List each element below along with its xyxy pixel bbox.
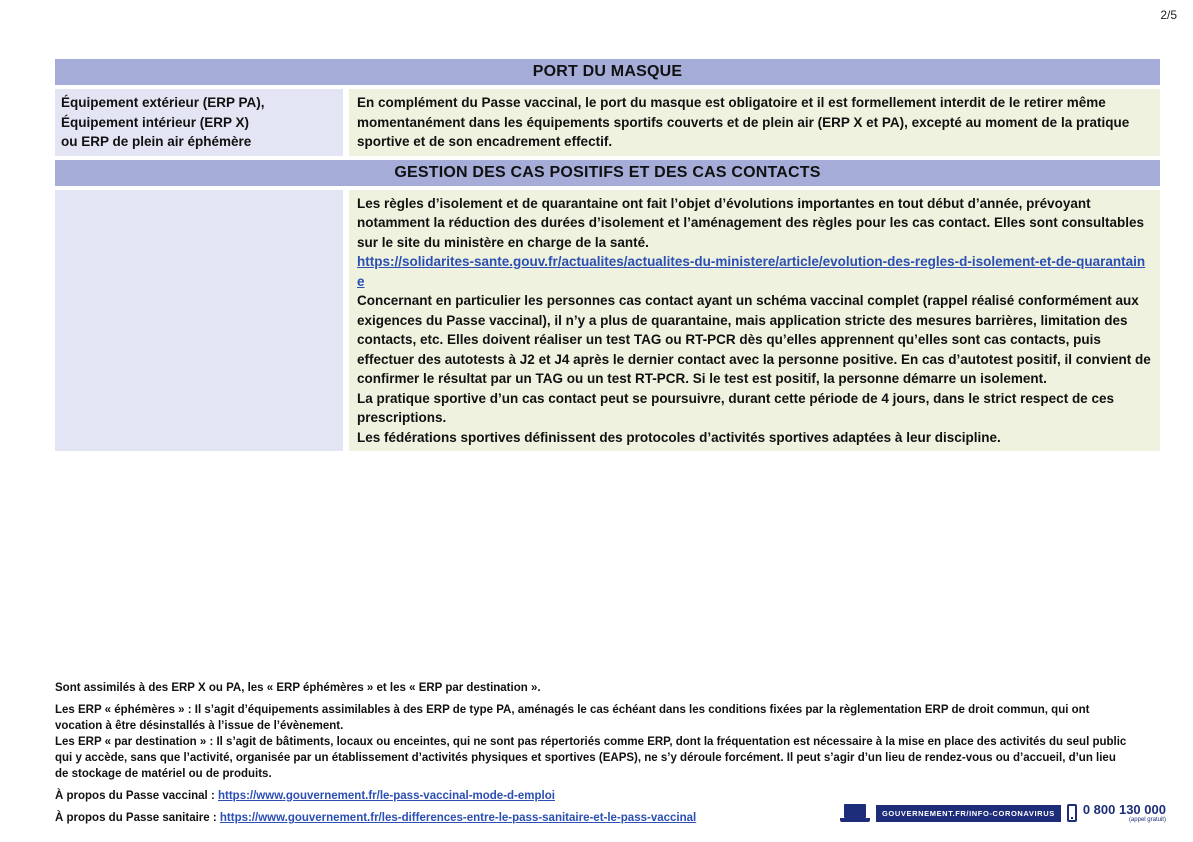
content-paragraph: La pratique sportive d’un cas contact peut se poursuivre, durant cette période de 4 jours, dans le strict respect de ces prescriptions.: [357, 390, 1114, 425]
footnote: Les ERP « éphémères » : Il s’agit d’équipements assimilables à des ERP de type PA, aménagés le cas échéant dans les conditions fixées par la règlementation ERP de droit commun, qui ont vocation à être désinstallés à l’issue de l’évènement.: [55, 704, 1090, 732]
passe-vaccinal-label: À propos du Passe vaccinal :: [55, 790, 218, 802]
content-paragraph: Concernant en particulier les personnes cas contact ayant un schéma vaccinal complet (rappel réalisé conformément aux exigences du Passe vaccinal), il n’y a plus de quarantaine, mais application stricte des mesures barrières, limitation des contacts, etc. Elles doivent réaliser un test TAG ou RT-PCR dès qu’elles apprennent qu’elles sont cas contacts, puis effectuer des autotests à J2 et J4 après le dernier contact avec la personne positive. En cas d’autotest positif, il convient de confirmer le résultat par un TAG ou un test RT-PCR. Si le test est positif, la personne démarre un isolement.: [357, 293, 1151, 386]
table-row: [55, 89, 1160, 156]
page-number: 2/5: [1160, 8, 1177, 22]
row-label-line: Équipement extérieur (ERP PA),: [61, 95, 265, 110]
content-paragraph: Les règles d’isolement et de quarantaine ont fait l’objet d’évolutions importantes en tout début d’année, prévoyant notamment la réduction des durées d’isolement et l’aménagement des règles pour les cas contact. Elles sont consultables sur le site du ministère en charge de la santé.: [357, 195, 1144, 250]
phone-number: 0 800 130 000: [1082, 802, 1166, 817]
isolement-rules-link[interactable]: https://solidarites-sante.gouv.fr/actualites/actualites-du-ministere/article/evolution-des-regles-d-isolement-et-de-quarantaine: [357, 254, 1146, 289]
gov-info-label: GOUVERNEMENT.FR/INFO-CORONAVIRUS: [876, 805, 1061, 822]
content-paragraph: En complément du Passe vaccinal, le port du masque est obligatoire et il est formellement interdit de le retirer même momentanément dans les équipements sportifs couverts et de plein air (ERP X et PA), excepté au moment de la pratique sportive et de son encadrement effectif.: [357, 95, 1130, 149]
section-header-port-du-masque: PORT DU MASQUE: [55, 59, 1160, 85]
section-header-gestion-cas: GESTION DES CAS POSITIFS ET DES CAS CONTACTS: [55, 160, 1160, 186]
table-row: [55, 190, 1160, 452]
footnote: Sont assimilés à des ERP X ou PA, les « ERP éphémères » et les « ERP par destination ».: [55, 682, 541, 694]
row-content-cell: [349, 89, 1160, 156]
row-label-cell: [55, 89, 343, 156]
row-label-line: ou ERP de plein air éphémère: [61, 134, 252, 149]
row-content-cell: [349, 190, 1160, 452]
row-label-cell: [55, 190, 343, 452]
phone-icon: [1067, 804, 1077, 822]
row-label-line: Équipement intérieur (ERP X): [61, 114, 250, 130]
content-paragraph: Les fédérations sportives définissent des protocoles d’activités sportives adaptées à leur discipline.: [357, 429, 1001, 445]
phone-note: (appel gratuit): [1128, 817, 1166, 823]
laptop-icon: [840, 804, 870, 822]
passe-vaccinal-line: [55, 788, 1130, 804]
passe-vaccinal-link[interactable]: https://www.gouvernement.fr/le-pass-vaccinal-mode-d-emploi: [217, 790, 555, 802]
footnote: Les ERP « par destination » : Il s’agit de bâtiments, locaux ou enceintes, qui ne sont pas répertoriés comme ERP, dont la fréquentation est nécessaire à la mise en place des activités du seul public qui y accède, sans que l’activité, organisée par un établissement d’activités physiques et sportives (EAPS), ne s’y déroule forcément. Il peut s’agir d’un lieu de rendez-vous ou d’accueil, d’un lieu de stockage de matériel ou de produits.: [55, 736, 1127, 780]
passe-sanitaire-link[interactable]: https://www.gouvernement.fr/les-differences-entre-le-pass-sanitaire-et-le-pass-vaccinal: [219, 812, 697, 824]
gov-banner: [840, 803, 1166, 823]
phone-block: [1083, 803, 1166, 823]
passe-sanitaire-label: À propos du Passe sanitaire :: [55, 812, 220, 824]
guidance-table: [55, 59, 1160, 455]
